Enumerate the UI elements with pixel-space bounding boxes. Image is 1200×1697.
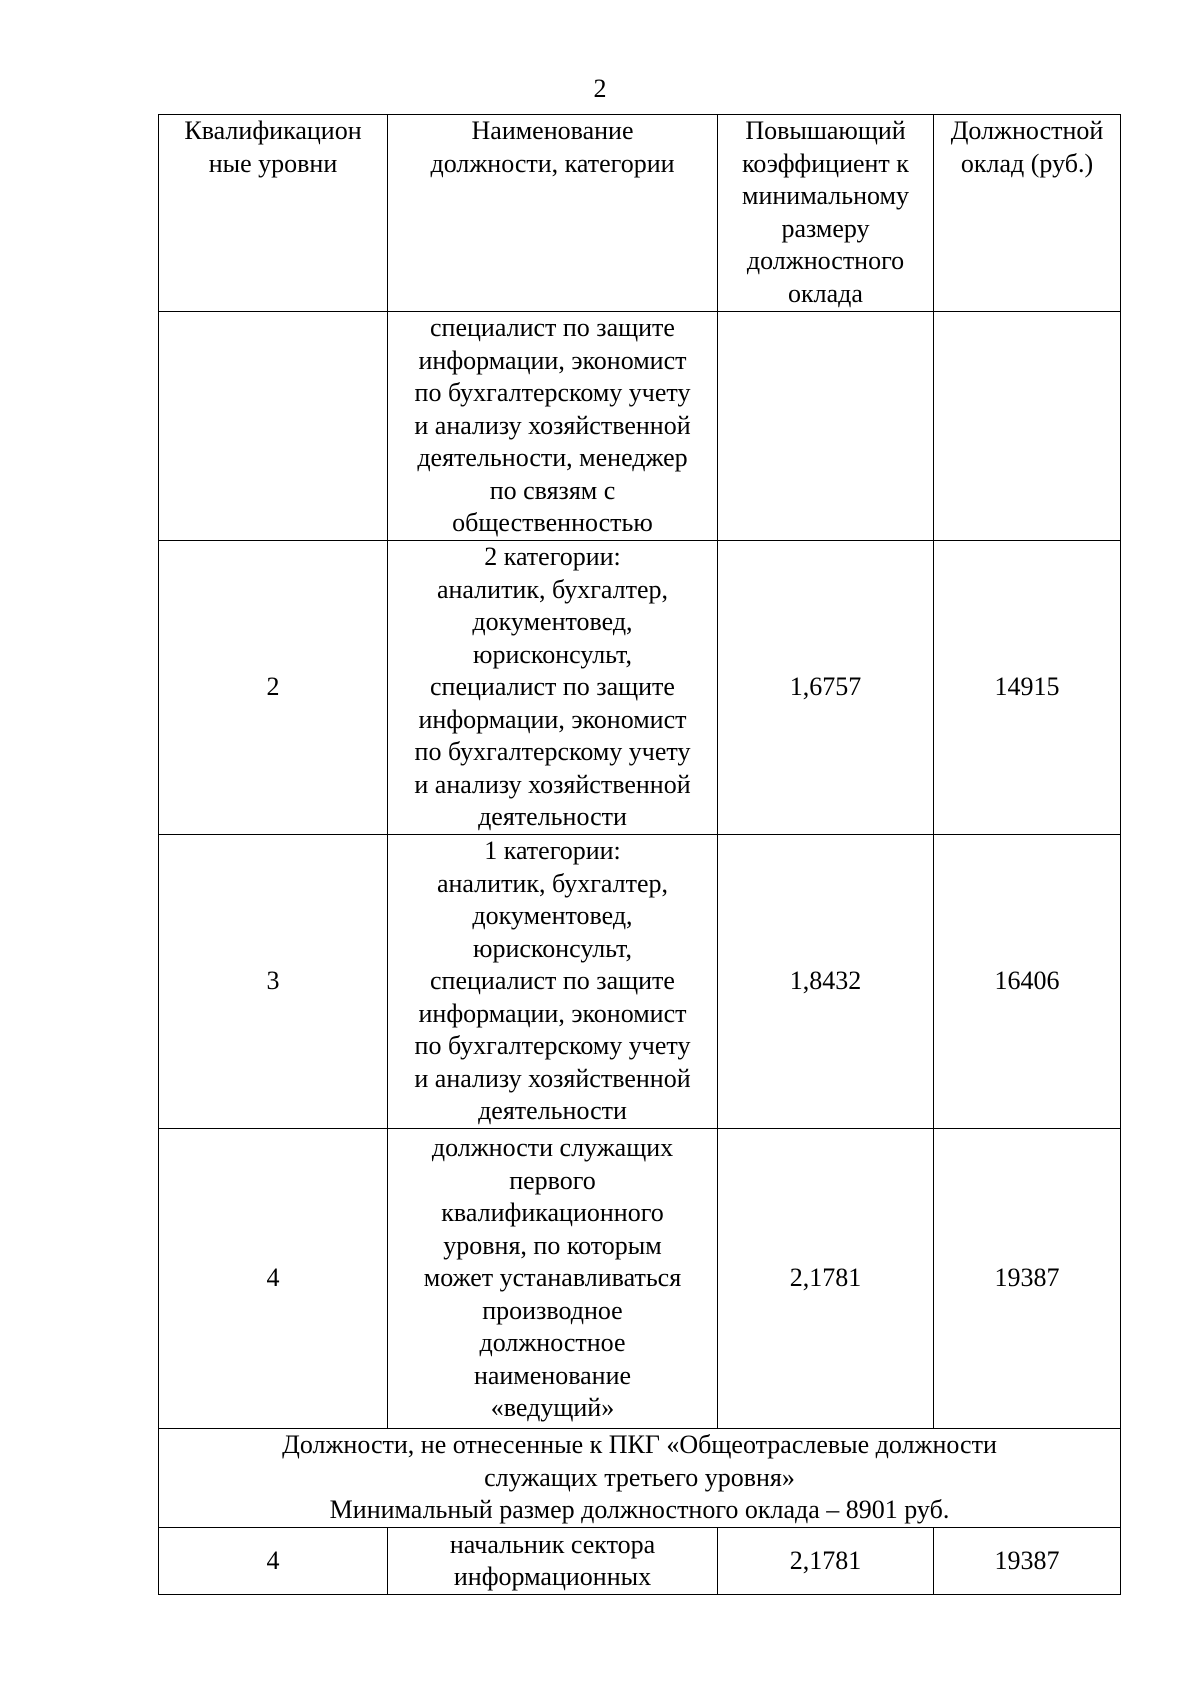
- cell-coefficient: 1,6757: [718, 541, 934, 835]
- cell-position: начальник сектора информационных: [388, 1528, 718, 1595]
- cell-level: 3: [159, 835, 388, 1129]
- cell-salary: 19387: [934, 1129, 1121, 1429]
- cell-coefficient: [718, 312, 934, 541]
- table-header-row: [159, 115, 1121, 312]
- cell-salary: 14915: [934, 541, 1121, 835]
- cell-level: 2: [159, 541, 388, 835]
- cell-position: должности служащих первого квалификационного уровня, по которым может устанавливаться производное должностное наименование «ведущий»: [388, 1129, 718, 1429]
- cell-position: специалист по защите информации, экономист по бухгалтерскому учету и анализу хозяйственной деятельности, менеджер по связям с общественностью: [388, 312, 718, 541]
- table-row: [159, 541, 1121, 835]
- cell-level: 4: [159, 1528, 388, 1595]
- header-salary: Должностной оклад (руб.): [934, 115, 1121, 312]
- salary-table: [158, 114, 1121, 1595]
- header-qualification-levels: Квалификацион ные уровни: [159, 115, 388, 312]
- cell-position: 2 категории: аналитик, бухгалтер, документовед, юрисконсульт, специалист по защите информации, экономист по бухгалтерскому учету и анализу хозяйственной деятельности: [388, 541, 718, 835]
- page-number: 2: [593, 74, 607, 103]
- cell-position: 1 категории: аналитик, бухгалтер, документовед, юрисконсульт, специалист по защите информации, экономист по бухгалтерскому учету и анализу хозяйственной деятельности: [388, 835, 718, 1129]
- header-position-name: Наименование должности, категории: [388, 115, 718, 312]
- cell-coefficient: 1,8432: [718, 835, 934, 1129]
- cell-level: [159, 312, 388, 541]
- cell-salary: 16406: [934, 835, 1121, 1129]
- table-row: [159, 835, 1121, 1129]
- cell-coefficient: 2,1781: [718, 1528, 934, 1595]
- table-row-continuation: [159, 312, 1121, 541]
- header-coefficient: Повышающий коэффициент к минимальному размеру должностного оклада: [718, 115, 934, 312]
- table-row: [159, 1129, 1121, 1429]
- cell-salary: [934, 312, 1121, 541]
- cell-salary: 19387: [934, 1528, 1121, 1595]
- cell-level: 4: [159, 1129, 388, 1429]
- group-header-cell: [159, 1429, 1121, 1528]
- group-header-title: Должности, не отнесенные к ПКГ «Общеотраслевые должности служащих третьего уровня»: [282, 1430, 997, 1492]
- cell-coefficient: 2,1781: [718, 1129, 934, 1429]
- table-row: [159, 1528, 1121, 1595]
- group-header-row: [159, 1429, 1121, 1528]
- group-min-salary: Минимальный размер должностного оклада – 8901 руб.: [329, 1495, 950, 1525]
